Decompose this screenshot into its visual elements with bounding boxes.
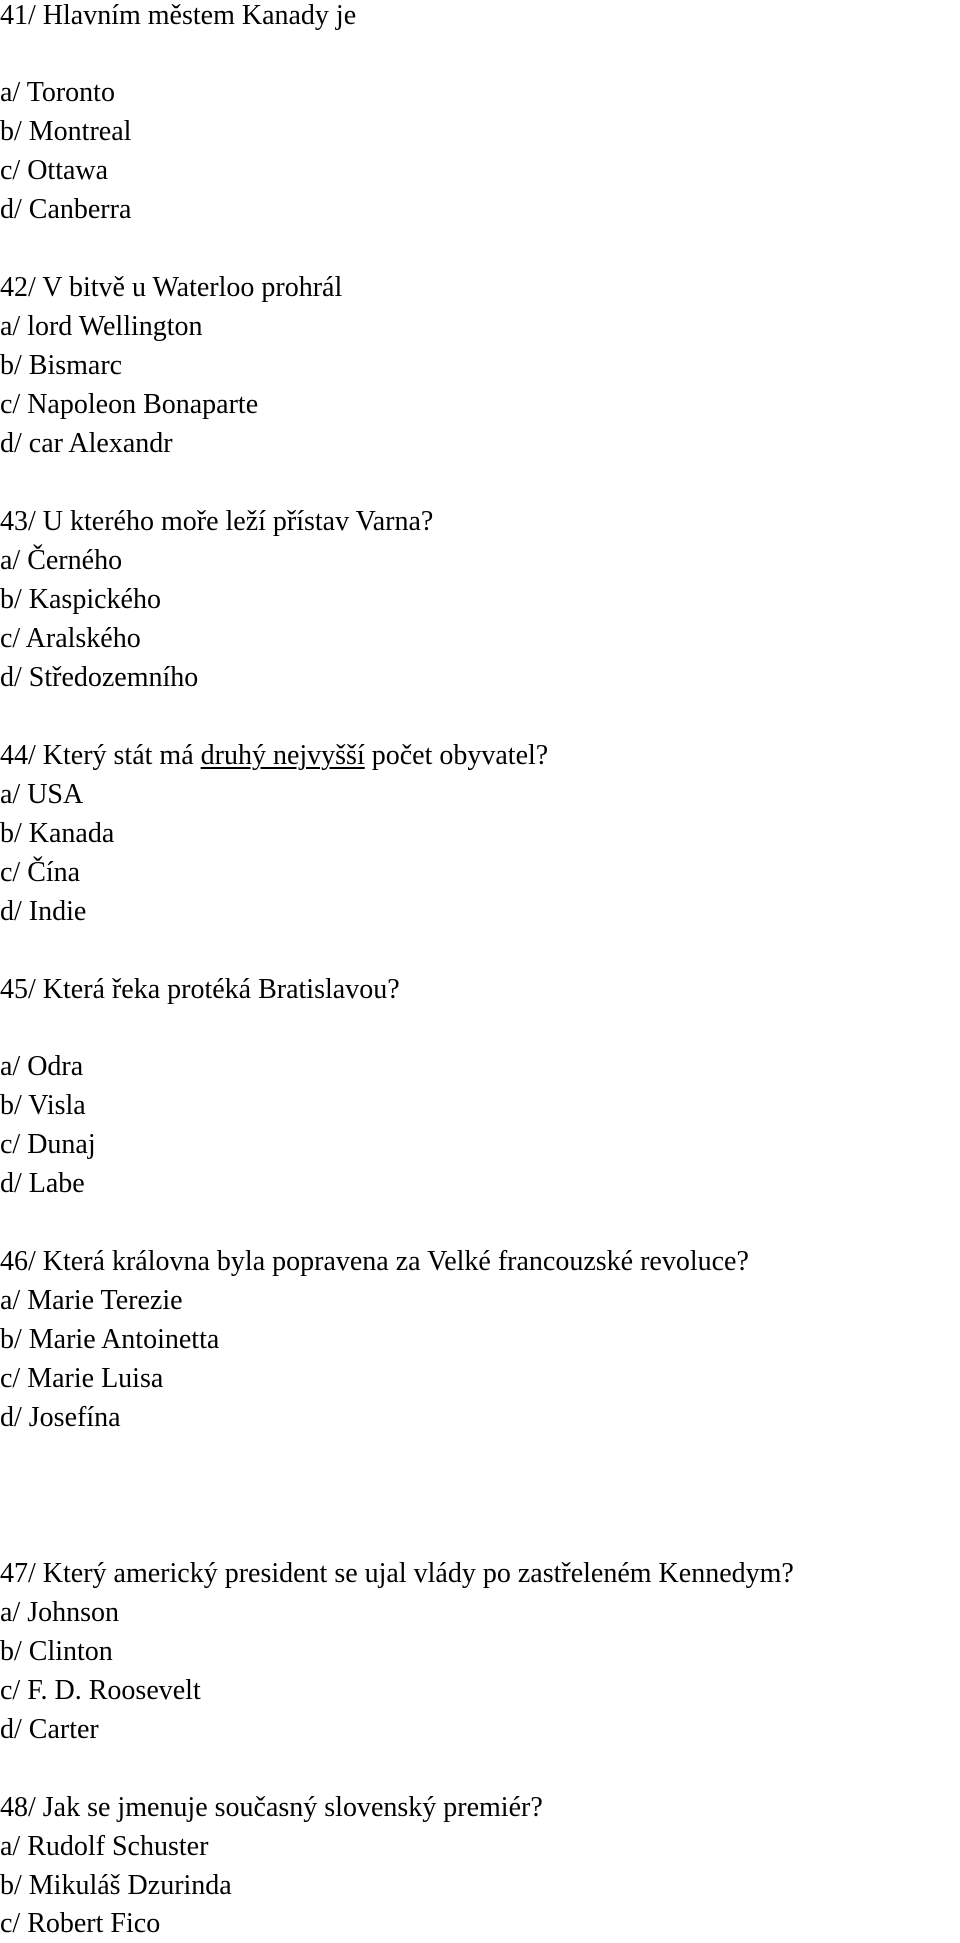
question-47-option-c: c/ F. D. Roosevelt (0, 1675, 201, 1706)
question-45-option-c: c/ Dunaj (0, 1129, 96, 1160)
question-44-text-start: 44/ Který stát má (0, 740, 201, 771)
question-42-text: 42/ V bitvě u Waterloo prohrál (0, 272, 343, 303)
question-46-option-c: c/ Marie Luisa (0, 1363, 164, 1394)
question-42-option-a: a/ lord Wellington (0, 311, 203, 342)
question-47-text: 47/ Který americký president se ujal vlády po zastřeleném Kennedym? (0, 1558, 794, 1589)
question-43-option-b: b/ Kaspického (0, 584, 161, 615)
question-41-option-a: a/ Toronto (0, 77, 115, 108)
question-47-option-d: d/ Carter (0, 1714, 99, 1745)
question-48-text: 48/ Jak se jmenuje současný slovenský premiér? (0, 1792, 543, 1823)
question-45-option-d: d/ Labe (0, 1168, 85, 1199)
question-41-option-c: c/ Ottawa (0, 155, 109, 186)
question-44-option-d: d/ Indie (0, 896, 87, 927)
question-42-option-d: d/ car Alexandr (0, 428, 173, 459)
question-42-option-b: b/ Bismarc (0, 350, 123, 381)
question-43-option-a: a/ Černého (0, 545, 123, 576)
question-43-option-c: c/ Aralského (0, 623, 141, 654)
question-48-option-c: c/ Robert Fico (0, 1908, 161, 1939)
question-46-text: 46/ Která královna byla popravena za Velké francouzské revoluce? (0, 1246, 749, 1277)
question-46-option-b: b/ Marie Antoinetta (0, 1324, 220, 1355)
question-44-option-c: c/ Čína (0, 857, 81, 888)
question-47-option-b: b/ Clinton (0, 1636, 113, 1667)
question-46-option-d: d/ Josefína (0, 1402, 121, 1433)
question-41-option-d: d/ Canberra (0, 194, 132, 225)
question-44-option-a: a/ USA (0, 779, 84, 810)
question-41-text: 41/ Hlavním městem Kanady je (0, 0, 357, 31)
question-45-text: 45/ Která řeka protéká Bratislavou? (0, 974, 400, 1005)
question-47-option-a: a/ Johnson (0, 1597, 119, 1628)
question-43-text: 43/ U kterého moře leží přístav Varna? (0, 506, 434, 537)
question-41-option-b: b/ Montreal (0, 116, 132, 147)
question-46-option-a: a/ Marie Terezie (0, 1285, 183, 1316)
question-45-option-a: a/ Odra (0, 1051, 84, 1082)
question-48-option-b: b/ Mikuláš Dzurinda (0, 1870, 232, 1901)
question-44-option-b: b/ Kanada (0, 818, 115, 849)
question-44-text-end: počet obyvatel? (364, 740, 549, 771)
question-44-text (0, 736, 548, 775)
question-42-option-c: c/ Napoleon Bonaparte (0, 389, 259, 420)
question-45-option-b: b/ Visla (0, 1090, 86, 1121)
question-43-option-d: d/ Středozemního (0, 662, 199, 693)
question-44-underlined-text: druhý nejvyšší (200, 740, 365, 771)
question-48-option-a: a/ Rudolf Schuster (0, 1831, 209, 1862)
